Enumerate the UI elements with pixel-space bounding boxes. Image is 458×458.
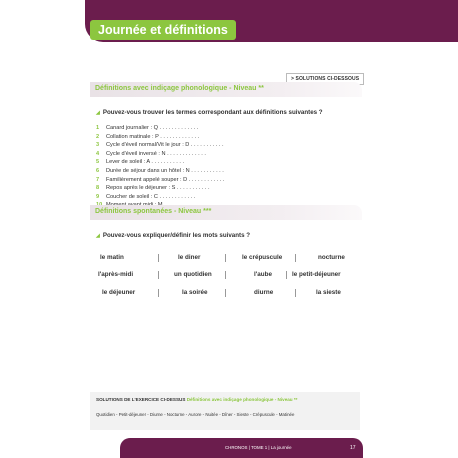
item-number: 7 xyxy=(96,176,100,183)
list-item xyxy=(96,151,224,160)
question-text: Pouvez-vous trouver les termes correspondant aux définitions suivantes ? xyxy=(102,109,323,116)
definition-list xyxy=(96,125,224,211)
word-item: le crépuscule xyxy=(242,254,283,261)
spade-logo-icon: ♠ xyxy=(100,439,108,455)
item-number: 1 xyxy=(96,125,100,131)
question-1 xyxy=(96,109,323,116)
word-item: l'après-midi xyxy=(98,271,134,278)
item-text: Canard journalier : Q . . . . . . . . . . . . . xyxy=(106,125,199,131)
list-item xyxy=(96,177,224,186)
solutions-text: Quotidien - Petit-déjeuner - Diurne - Nocturne - Aurore - Nuitée - Dîner - Sieste - Crépuscule - Matinée xyxy=(96,412,295,417)
item-text: Collation matinale : P . . . . . . . . . . . . . xyxy=(106,133,200,140)
list-item xyxy=(96,159,224,168)
word-item: le matin xyxy=(100,254,124,261)
item-number: 6 xyxy=(96,167,100,174)
word-item: diurne xyxy=(254,289,274,296)
solutions-title-suffix: Définitions avec indiçage phonologique - Niveau ** xyxy=(186,397,298,402)
item-number: 3 xyxy=(96,142,100,149)
footer-text: CHRONOS | TOME 1 | La journée xyxy=(225,445,292,450)
solutions-box xyxy=(90,392,360,430)
solutions-title xyxy=(96,397,297,402)
item-number: 9 xyxy=(96,193,100,200)
item-number: 2 xyxy=(96,133,100,140)
list-item xyxy=(96,168,224,177)
list-item xyxy=(96,125,224,134)
section-header-phonologique xyxy=(90,82,362,97)
item-number: 8 xyxy=(96,185,100,192)
separator xyxy=(225,289,226,297)
separator xyxy=(158,271,159,279)
word-item: un quotidien xyxy=(174,271,212,278)
item-text: Cycle d'éveil normal/Vit le jour : D . . . . . . . . . . . xyxy=(106,142,224,149)
page-number: 17 xyxy=(350,445,356,451)
question-text: Pouvez-vous expliquer/définir les mots suivants ? xyxy=(102,232,251,239)
list-item xyxy=(96,134,224,143)
word-item: la sieste xyxy=(316,289,341,296)
triangle-icon: ◢ xyxy=(96,233,100,239)
item-text: Cycle d'éveil inversé : N . . . . . . . . . . . . . xyxy=(106,150,206,157)
solutions-title-prefix: SOLUTIONS DE L'EXERCICE CI-DESSUS xyxy=(96,397,186,402)
separator xyxy=(225,254,226,262)
question-2 xyxy=(96,232,250,239)
item-number: 5 xyxy=(96,159,100,166)
item-text: Lever de soleil : A . . . . . . . . . . . xyxy=(106,159,185,166)
word-item: le petit-déjeuner xyxy=(292,271,341,278)
separator xyxy=(295,254,296,262)
word-item: le diner xyxy=(178,254,201,261)
item-text: Repos après le déjeuner : S . . . . . . . . . . . xyxy=(106,185,210,192)
list-item xyxy=(96,185,224,194)
word-item: le déjeuner xyxy=(102,289,136,296)
section-header-spontanees xyxy=(90,205,362,220)
separator xyxy=(286,271,287,279)
separator xyxy=(158,254,159,262)
item-text: Coucher de soleil : C . . . . . . . . . . . . xyxy=(106,193,196,200)
separator xyxy=(295,289,296,297)
word-item: l'aube xyxy=(254,271,272,278)
triangle-icon: ◢ xyxy=(96,110,100,116)
word-item: la soirée xyxy=(182,289,208,296)
separator xyxy=(225,271,226,279)
item-text: Familièrement appelé souper : D . . . . . . . . . . . . xyxy=(106,176,225,183)
solutions-link[interactable]: > SOLUTIONS CI-DESSOUS xyxy=(286,73,364,85)
section-title: Définitions avec indiçage phonologique - Niveau ** xyxy=(95,85,264,92)
item-text: Durée de séjour dans un hôtel : N . . . . . . . . . . . xyxy=(106,167,224,174)
separator xyxy=(158,289,159,297)
word-item: nocturne xyxy=(318,254,345,261)
item-number: 4 xyxy=(96,150,100,157)
page-title: Journée et définitions xyxy=(90,20,236,40)
list-item xyxy=(96,142,224,151)
list-item xyxy=(96,194,224,203)
section-title: Définitions spontanées - Niveau *** xyxy=(95,208,212,215)
